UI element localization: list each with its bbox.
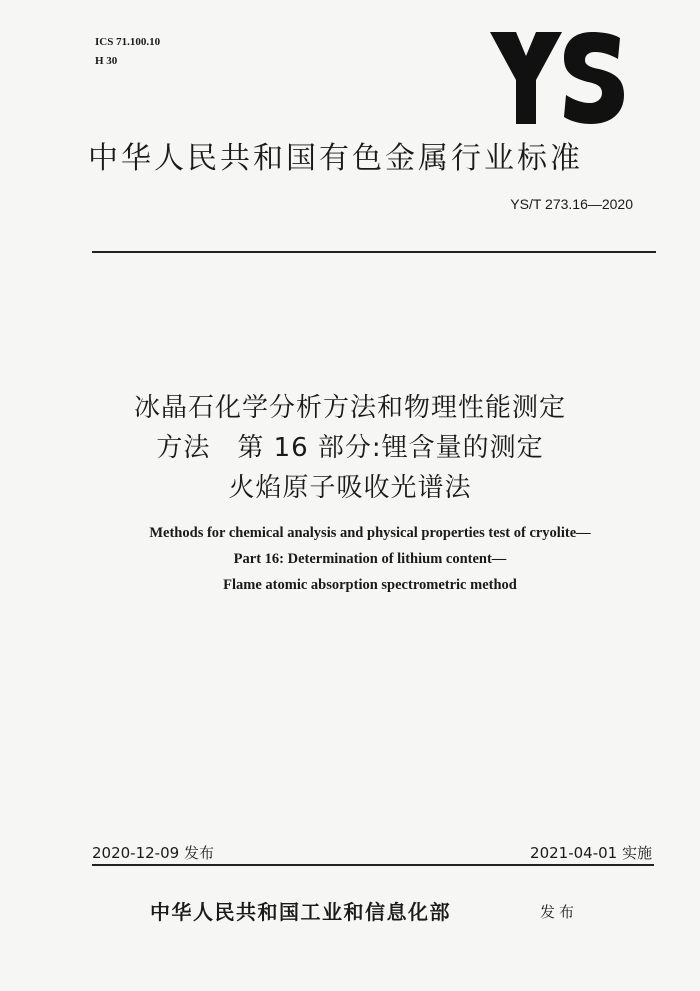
chinese-title-line-1: 冰晶石化学分析方法和物理性能测定 [133,393,566,423]
ys-logo-mark [488,32,628,124]
ys-logo [488,32,628,124]
issuing-category-title: 中华人民共和国有色金属行业标准 [88,141,583,176]
english-title-line-2: Part 16: Determination of lithium content— [233,551,507,567]
classification-block [95,33,160,71]
issue-date: 2020-12-09 发布 [92,844,214,862]
standard-number: YS/T 273.16—2020 [510,196,633,212]
english-title-line-1: Methods for chemical analysis and physical properties test of cryolite— [149,525,591,541]
ics-code: ICS 71.100.10 [95,36,161,48]
chinese-title-line-2: 方法 第 16 部分:锂含量的测定 [156,433,544,463]
english-title-line-3: Flame atomic absorption spectrometric method [223,577,517,593]
issuing-authority: 中华人民共和国工业和信息化部 [150,900,451,924]
ccs-code: H 30 [95,55,118,67]
bottom-divider [92,864,654,866]
chinese-title-line-3: 火焰原子吸收光谱法 [228,473,472,503]
chinese-title [0,388,700,508]
top-divider [92,251,656,253]
issuing-suffix: 发布 [540,903,579,921]
implementation-date: 2021-04-01 实施 [530,844,652,862]
english-title [0,520,700,598]
